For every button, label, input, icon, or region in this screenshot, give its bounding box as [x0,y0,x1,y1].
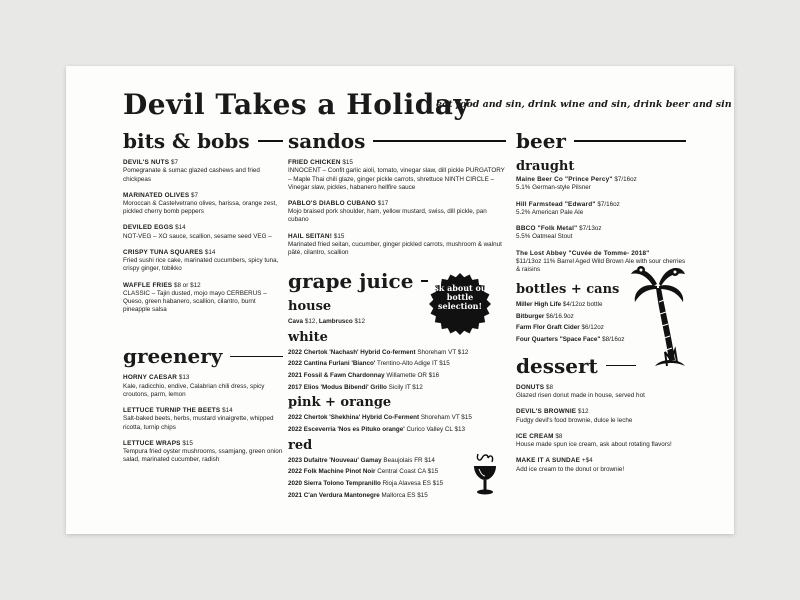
bottle-name: Farm Flor Graft Cider [516,324,580,332]
menu-item [123,440,283,465]
item-name: DEVIL'S BROWNIE [516,408,577,416]
wine-item [288,347,506,359]
menu-title: Devil Takes a Holiday [123,88,471,121]
menu-item [516,176,686,193]
item-name: HAIL SEITAN! [288,232,333,240]
wine-group-label: red [288,437,313,453]
wine-name: 2020 Sierra Tolono Tempranillo [288,479,381,487]
bottle-badge-text: ask about our bottle selection! [429,283,491,312]
item-name: FRIED CHICKEN [288,159,341,166]
menu-item [123,374,283,399]
item-description: Fudgy devil's food brownie, dulce le leche [516,416,633,424]
wine-name: Lambrusco [318,318,353,326]
dessert-header [516,354,636,378]
item-price: $7/16oz [614,176,637,183]
item-description: Glazed risen donut made in house, served hot [516,392,645,400]
beer-heading: beer [516,129,566,153]
wine-detail: $12, [304,318,318,326]
bottle-name: Bitburger [516,312,545,320]
item-line [516,433,686,441]
bottle-price: $8/16oz [602,336,625,344]
item-description: 5.2% American Pale Ale [516,208,584,216]
item-description: Tempura fried oyster mushrooms, ssamjang, green onion salad, marinated cucumber, radish [123,448,283,464]
item-line [123,249,283,257]
item-price: $8 [545,383,553,391]
menu-item [288,159,506,192]
menu-item [516,408,686,425]
wine-item [288,370,506,382]
item-line [288,233,506,241]
dessert-list [516,384,686,474]
item-name: Maine Beer Co "Prince Percy" [516,176,613,183]
item-line [123,224,283,232]
item-description: Kale, radicchio, endive, Calabrian chili dress, spicy croutons, parm, lemon [123,382,265,398]
greenery-heading: greenery [123,344,223,369]
grape-heading: grape juice [288,269,414,294]
bottle-price: $4/12oz bottle [562,301,603,309]
item-description: House made spun ice cream, ask about rotating flavors! [516,441,672,449]
item-price: $7 [191,191,199,199]
bottle-price: $6/12oz [581,324,604,332]
item-line [516,225,686,233]
item-line [516,250,686,258]
wine-name: 2022 Chertok 'Nachash' Hybrid Co-ferment [288,348,416,356]
item-name: DEVIL'S NUTS [123,159,170,166]
item-description: 5.1% German-style Pilsner [516,184,591,192]
item-line [123,440,283,448]
item-description: Pomegranate & sumac glazed cashews and fried chickpeas [123,167,260,183]
item-price: $7/16oz [597,200,620,208]
wine-name: 2022 Folk Machine Pinot Noir [288,468,376,476]
item-price: $15 [342,159,353,166]
item-name: CRISPY TUNA SQUARES [123,248,204,256]
item-description: Salt-baked beets, herbs, mustard vinaigrette, whipped ricotta, turnip chips [123,415,274,431]
item-name: DONUTS [516,383,545,391]
wine-group-label: white [288,329,328,345]
item-line [288,159,506,167]
item-price: $14 [175,224,186,232]
item-description: INNOCENT – Confit garlic aioli, tomato, vinegar slaw, dill pickle PURGATORY – Maple Thai chili glaze, ginger pickle carrots, shrettuce NINTH CIRCLE – Vinegar slaw, pickles, habanero hellfire sauce [288,167,505,191]
item-price: $15 [182,439,193,447]
wine-detail: Shoreham VT $12 [417,348,469,356]
item-price: $14 [222,407,233,415]
sandos-list [288,159,506,257]
item-line [516,408,686,416]
menu-item [123,282,283,315]
beer-header [516,129,686,153]
wine-detail: Willamette OR $16 [386,372,440,380]
wine-detail: Central Coast CA $15 [377,468,439,476]
menu-sheet [66,66,734,534]
menu-item [123,249,283,274]
wine-item [288,382,506,394]
item-description: 5.5% Oatmeal Stout [516,233,573,241]
item-description: Fried sushi rice cake, marinated cucumbers, spicy tuna, crispy ginger, tobikko [123,257,279,273]
item-name: Hill Farmstead "Edward" [516,200,596,208]
item-name: HORNY CAESAR [123,374,178,382]
item-price: $13 [178,374,190,382]
palm-tree-icon [629,262,687,372]
item-line [123,192,283,200]
wine-name: 2022 Esceverria 'Nos es Pituko orange' [288,426,405,434]
item-name: The Lost Abbey "Cuvée de Tomme- 2018" [516,249,650,257]
wine-group-label: house [288,299,332,315]
goblet-icon [472,450,498,496]
bits-list [123,159,283,314]
item-price: $14 [204,248,216,256]
divider [373,140,506,142]
wine-detail: Sicily IT $12 [388,383,423,391]
wine-detail: Trentino-Alto Adige IT $15 [376,360,450,368]
greenery-header [123,344,283,368]
item-description: $11/13oz 11% Barrel Aged Wild Brown Ale with sour cherries & raisins [516,257,686,273]
item-name: DEVILED EGGS [123,224,174,232]
bottle-name: Miller High Life [516,301,562,309]
menu-item [123,407,283,432]
item-line [516,201,686,209]
bottle-price: $6/16.9oz [546,312,574,320]
wine-detail: $12 [354,318,366,326]
tagline: eat food and sin, drink wine and sin, drink beer and sin [436,99,732,110]
divider [574,140,686,142]
item-description: NOT-VEG – XO sauce, scallion, sesame seed VEG – [123,232,272,240]
item-line [123,374,283,382]
menu-item [516,201,686,218]
item-price: $8 [555,432,563,440]
grape-header [288,269,428,293]
menu-item [288,233,506,258]
wine-item [288,358,506,370]
item-name: LETTUCE TURNIP THE BEETS [123,407,221,415]
wine-detail: Curico Valley CL $13 [406,426,465,434]
item-description: CLASSIC – Tajin dusted, mojo mayo CERBERUS – Queso, green habanero, scallion, cilantro, burnt pineapple salsa [123,289,267,314]
wine-name: 2021 Fossil & Fawn Chardonnay [288,372,385,380]
wine-name: 2023 Dufaitre 'Nouveau' Gamay [288,456,382,464]
item-price: +$4 [581,457,593,465]
bottle-name: Four Quarters "Space Face" [516,336,601,344]
item-name: MAKE IT A SUNDAE [516,457,581,465]
divider [230,356,283,358]
divider [258,140,283,142]
menu-item [288,200,506,225]
wine-detail: Beaujolais FR $14 [383,456,435,464]
menu-item [516,225,686,242]
item-line [288,200,506,208]
wine-name: 2022 Cantina Furlani 'Bianco' [288,360,376,368]
greenery-list [123,374,283,464]
wine-detail: Mallorca ES $15 [381,491,428,499]
menu-item [516,384,686,401]
wine-name: 2017 Elios 'Modus Bibendi' Grillo [288,383,387,391]
wine-group-label: pink + orange [288,395,392,411]
item-line [123,159,283,167]
item-price: $17 [377,199,389,207]
column-left [123,129,283,472]
bottles-label: bottles + cans [516,282,620,298]
item-name: ICE CREAM [516,432,554,440]
wine-name: 2021 C'an Verdura Mantonegre [288,491,380,499]
menu-item [123,224,283,241]
item-price: $7 [170,159,178,166]
item-price: $7/13oz [579,225,602,232]
item-name: LETTUCE WRAPS [123,439,181,447]
item-price: $12 [578,408,589,416]
dessert-heading: dessert [516,353,598,378]
item-name: BBCO "Folk Metal" [516,225,578,232]
item-description: Marinated fried seitan, cucumber, ginger pickled carrots, mushroom & walnut pâté, cilantro, scallion [288,240,502,257]
item-line [123,282,283,290]
item-name: WAFFLE FRIES [123,281,173,289]
bits-heading: bits & bobs [123,129,250,153]
item-name: MARINATED OLIVES [123,191,190,199]
item-description: Mojo braised pork shoulder, ham, yellow mustard, swiss, dill pickle, pan cubano [288,208,487,224]
item-price: $15 [333,232,345,240]
wine-item [288,424,506,436]
draught-label: draught [516,159,575,174]
menu-item [123,192,283,217]
menu-item [123,159,283,184]
draught-list [516,176,686,274]
item-description: Moroccan & Castelvetrano olives, harissa, orange zest, pickled cherry bomb peppers [123,200,277,216]
wine-detail: Rioja Alavesa ES $15 [382,479,444,487]
menu-item [516,433,686,450]
bits-header [123,129,283,153]
wine-item [288,412,506,424]
item-line [516,176,686,184]
item-line [516,457,686,465]
item-line [123,407,283,415]
wine-name: 2022 Chertok 'Shekhina' Hybrid Co-Ferment [288,414,420,422]
item-line [516,384,686,392]
wine-name: Cava [288,318,304,326]
item-name: PABLO'S DIABLO CUBANO [288,199,376,207]
sandos-header [288,129,506,153]
wine-detail: Shoreham VT $15 [420,414,472,422]
item-price: $8 or $12 [174,281,201,289]
menu-item [516,457,686,474]
sandos-heading: sandos [288,129,366,153]
item-description: Add ice cream to the donut or brownie! [516,465,625,473]
